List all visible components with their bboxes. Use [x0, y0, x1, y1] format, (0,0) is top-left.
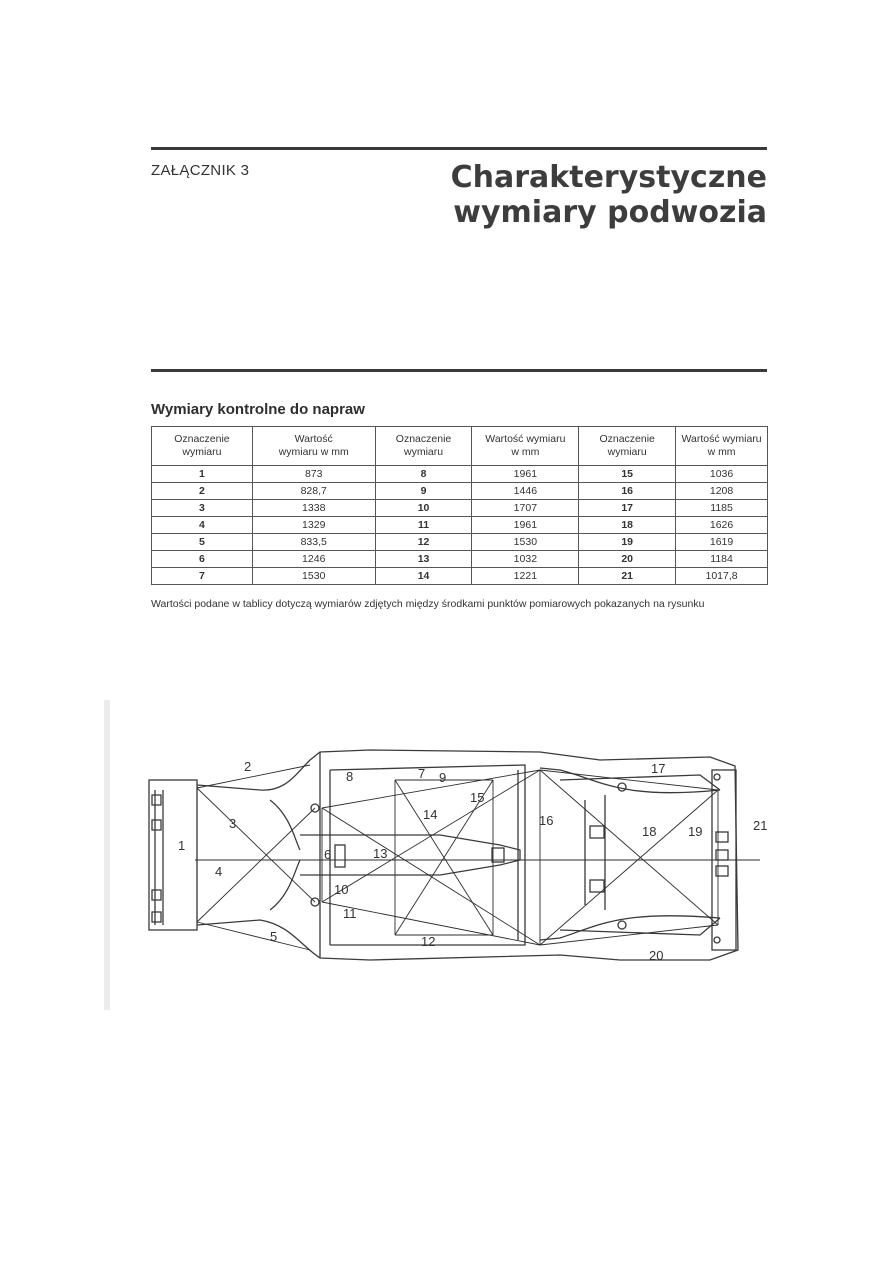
page-title-line-2: wymiary podwozia [453, 195, 767, 230]
dimension-label: 10 [334, 882, 349, 897]
dimension-label: 12 [421, 934, 436, 949]
dimension-label: 21 [753, 818, 768, 833]
header-designation: Oznaczenie wymiaru [375, 427, 472, 466]
dimension-label: 4 [215, 864, 223, 879]
header-designation: Oznaczenie wymiaru [579, 427, 676, 466]
table-note: Wartości podane w tablicy dotyczą wymiarów zdjętych między środkami punktów pomiarowych pokazanych na rysunku [151, 598, 705, 610]
header-value: Wartość wymiaru w mm [472, 427, 579, 466]
dimension-2 [197, 765, 310, 788]
designation-cell: 7 [152, 568, 253, 585]
designation-cell: 14 [375, 568, 472, 585]
tunnel [300, 835, 520, 875]
value-cell: 1208 [676, 483, 768, 500]
dimension-label: 2 [244, 759, 252, 774]
value-cell: 1185 [676, 500, 768, 517]
dimension-10 [322, 770, 540, 902]
header-value: Wartość wymiaru w mm [676, 427, 768, 466]
dimension-label: 9 [439, 770, 447, 785]
header-designation: Oznaczenie wymiaru [152, 427, 253, 466]
dimension-label: 1 [178, 838, 186, 853]
dimension-label: 16 [539, 813, 554, 828]
dimension-label: 6 [324, 847, 332, 862]
dimension-label: 17 [651, 761, 666, 776]
value-cell: 1619 [676, 534, 768, 551]
value-cell: 1530 [252, 568, 375, 585]
dimension-label: 11 [343, 906, 357, 921]
dimension-label: 8 [346, 769, 354, 784]
designation-cell: 3 [152, 500, 253, 517]
value-cell: 1036 [676, 466, 768, 483]
designation-cell: 15 [579, 466, 676, 483]
value-cell: 1961 [472, 466, 579, 483]
designation-cell: 18 [579, 517, 676, 534]
dimension-label: 19 [688, 824, 703, 839]
dimension-label: 15 [470, 790, 485, 805]
value-cell: 1338 [252, 500, 375, 517]
designation-cell: 9 [375, 483, 472, 500]
annex-label: ZAŁĄCZNIK 3 [151, 162, 250, 179]
designation-cell: 19 [579, 534, 676, 551]
designation-cell: 17 [579, 500, 676, 517]
value-cell: 873 [252, 466, 375, 483]
dimension-label: 3 [229, 816, 237, 831]
section-title: Wymiary kontrolne do napraw [151, 401, 365, 418]
designation-cell: 4 [152, 517, 253, 534]
dimension-label: 14 [423, 807, 438, 822]
designation-cell: 1 [152, 466, 253, 483]
value-cell: 1530 [472, 534, 579, 551]
value-cell: 1707 [472, 500, 579, 517]
header-value: Wartość wymiaru w mm [252, 427, 375, 466]
floor-pan [330, 765, 525, 945]
dimension-8 [322, 770, 540, 808]
value-cell: 1221 [472, 568, 579, 585]
dimension-19 [540, 790, 718, 945]
value-cell: 1246 [252, 551, 375, 568]
front-crossmember [149, 780, 197, 930]
designation-cell: 10 [375, 500, 472, 517]
designation-cell: 2 [152, 483, 253, 500]
designation-cell: 6 [152, 551, 253, 568]
value-cell: 833,5 [252, 534, 375, 551]
dimension-label: 18 [642, 824, 657, 839]
page-title-line-1: Charakterystyczne [450, 160, 767, 195]
value-cell: 1329 [252, 517, 375, 534]
designation-cell: 16 [579, 483, 676, 500]
designation-cell: 21 [579, 568, 676, 585]
value-cell: 1184 [676, 551, 768, 568]
dimension-label: 7 [418, 766, 426, 781]
designation-cell: 11 [375, 517, 472, 534]
value-cell: 1961 [472, 517, 579, 534]
value-cell: 1032 [472, 551, 579, 568]
designation-cell: 13 [375, 551, 472, 568]
value-cell: 1017,8 [676, 568, 768, 585]
designation-cell: 5 [152, 534, 253, 551]
value-cell: 828,7 [252, 483, 375, 500]
dimension-11 [322, 808, 540, 945]
value-cell: 1446 [472, 483, 579, 500]
dimension-label: 5 [270, 929, 278, 944]
front-suspension-arms [270, 800, 300, 910]
designation-cell: 12 [375, 534, 472, 551]
dimension-label: 13 [373, 846, 388, 861]
value-cell: 1626 [676, 517, 768, 534]
body-outline [197, 750, 738, 960]
dimension-label: 20 [649, 948, 664, 963]
dimension-18 [540, 770, 718, 925]
designation-cell: 20 [579, 551, 676, 568]
designation-cell: 8 [375, 466, 472, 483]
